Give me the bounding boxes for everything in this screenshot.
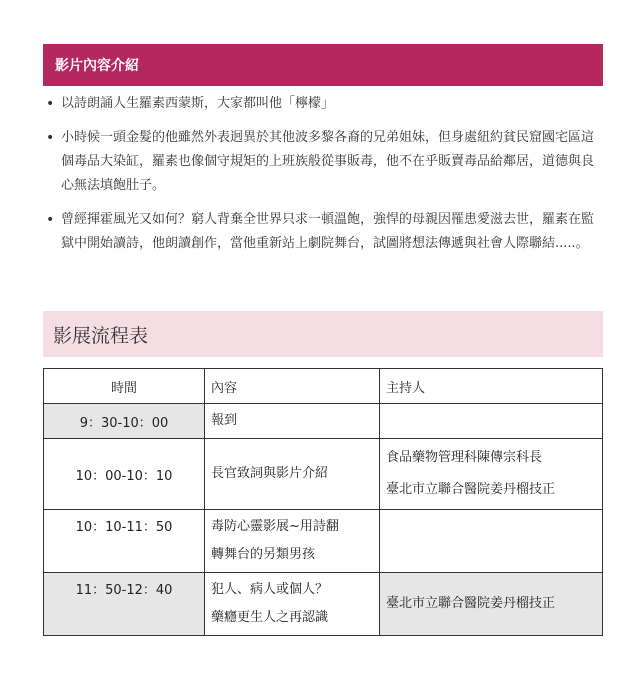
row-content: [205, 404, 380, 439]
row-content-line: 藥癮更生人之再認識: [211, 610, 329, 625]
table-row: [44, 573, 603, 636]
row-host-line: 食品藥物管理科陳傳宗科長: [386, 450, 543, 465]
intro-bullet-3: • 曾經揮霍風光又如何？窮人背棄全世界只求一頓溫飽，強悍的母親因罹患愛滋去世，羅素在監獄中開始讀詩，他朗讀創作，當他重新站上劇院舞台，試圖將想法傳遞與社會人際聯結.....。: [43, 208, 599, 256]
row-content-line: 報到: [211, 413, 238, 428]
row-content-line: 毒防心靈影展~用詩翻: [211, 519, 339, 534]
row-host: [380, 439, 603, 510]
row-content: [205, 573, 380, 636]
intro-bullet-2: • 小時候一頭金髮的他雖然外表迥異於其他波多黎各裔的兄弟姐妹，但身處紐約貧民窟國宅區這個毒品大染缸，羅素也像個守規矩的上班族般從事販毒，他不在乎販賣毒品給鄰居，道德與良心無法填飽肚子。: [43, 126, 599, 198]
intro-title: 影片內容介紹: [55, 58, 139, 74]
table-row: [44, 404, 603, 439]
schedule-title: 影展流程表: [53, 324, 149, 347]
table-row: [44, 439, 603, 510]
schedule-section-header: [43, 311, 603, 357]
header-content: 內容: [205, 369, 380, 404]
row-host: [380, 404, 603, 439]
table-row: [44, 510, 603, 573]
row-host-line: 臺北市立聯合醫院姜丹榴技正: [386, 596, 556, 611]
row-time: 11：50-12：40: [44, 573, 205, 636]
row-content-line: 轉舞台的另類男孩: [211, 547, 316, 562]
schedule-table: [43, 368, 603, 636]
row-host: [380, 573, 603, 636]
row-time: 10：00-10：10: [44, 439, 205, 510]
row-time: 10：10-11：50: [44, 510, 205, 573]
row-content-line: 長官致詞與影片介紹: [211, 466, 329, 481]
header-time: 時間: [44, 369, 205, 404]
table-header-row: [44, 369, 603, 404]
intro-bullet-1: • 以詩朗誦人生羅素西蒙斯，大家都叫他「檸檬」: [43, 92, 599, 116]
row-content: [205, 439, 380, 510]
row-content-line: 犯人、病人或個人？: [211, 582, 329, 597]
row-content: [205, 510, 380, 573]
row-host-line: 臺北市立聯合醫院姜丹榴技正: [386, 482, 556, 497]
intro-section-header: [43, 44, 603, 86]
row-time: 9：30-10：00: [44, 404, 205, 439]
intro-bullet-list: [43, 92, 599, 266]
header-host: 主持人: [380, 369, 603, 404]
row-host: [380, 510, 603, 573]
